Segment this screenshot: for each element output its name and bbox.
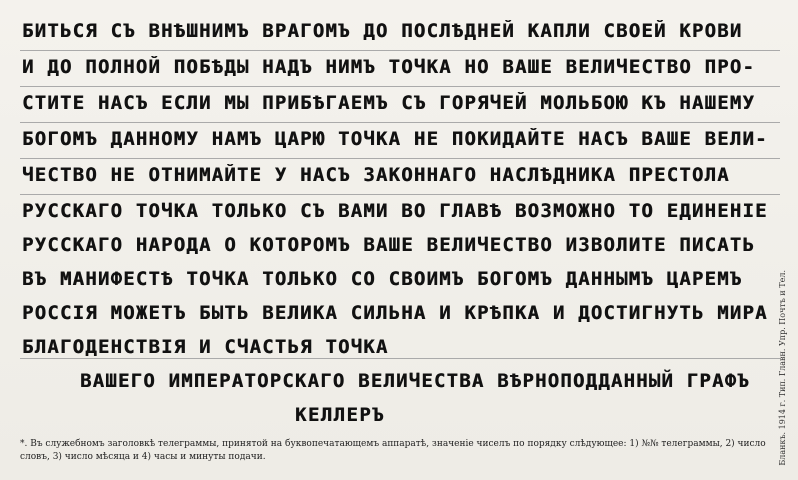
line-rule — [20, 358, 780, 359]
telegram-line: ВЪ МАНИФЕСТѢ ТОЧКА ТОЛЬКО СО СВОИМЪ БОГОМЪ ДАННЫМЪ ЦАРЕМЪ — [22, 268, 743, 290]
telegram-line: И ДО ПОЛНОЙ ПОБѢДЫ НАДЪ НИМЪ ТОЧКА НО ВАШЕ ВЕЛИЧЕСТВО ПРО- — [22, 56, 756, 78]
signer-name: КЕЛЛЕРЪ — [295, 404, 385, 426]
telegram-line: РУССКАГО НАРОДА О КОТОРОМЪ ВАШЕ ВЕЛИЧЕСТВО ИЗВОЛИТЕ ПИСАТЬ — [22, 234, 756, 256]
line-rule — [20, 158, 780, 159]
telegram-line: БИТЬСЯ СЪ ВНѢШНИМЪ ВРАГОМЪ ДО ПОСЛѢДНЕЙ КАПЛИ СВОЕЙ КРОВИ — [22, 20, 743, 42]
telegram-line: БОГОМЪ ДАННОМУ НАМЪ ЦАРЮ ТОЧКА НЕ ПОКИДАЙТЕ НАСЪ ВАШЕ ВЕЛИ- — [22, 128, 768, 150]
form-printer-note: Бланкъ. 1914 г. Тип. Главн. Упр. Почтъ и Тел. — [778, 270, 787, 466]
line-rule — [20, 122, 780, 123]
signature-line: ВАШЕГО ИМПЕРАТОРСКАГО ВЕЛИЧЕСТВА ВѢРНОПОДДАННЫЙ ГРАФЪ — [80, 370, 750, 392]
line-rule — [20, 86, 780, 87]
telegram-line: СТИТЕ НАСЪ ЕСЛИ МЫ ПРИБѢГАЕМЪ СЪ ГОРЯЧЕЙ МОЛЬБОЮ КЪ НАШЕМУ — [22, 92, 756, 114]
line-rule — [20, 194, 780, 195]
telegram-line: РУССКАГО ТОЧКА ТОЛЬКО СЪ ВАМИ ВО ГЛАВѢ ВОЗМОЖНО ТО ЕДИНЕНІЕ — [22, 200, 768, 222]
telegram-line: БЛАГОДЕНСТВІЯ И СЧАСТЬЯ ТОЧКА — [22, 336, 389, 358]
line-rule — [20, 50, 780, 51]
telegram-line: РОССІЯ МОЖЕТЪ БЫТЬ ВЕЛИКА СИЛЬНА И КРѢПКА И ДОСТИГНУТЬ МИРА — [22, 302, 768, 324]
footnote: *. Въ служебномъ заголовкѣ телеграммы, принятой на буквопечатающемъ аппаратѣ, значеніе чиселъ по порядку слѣдующее: 1) №№ телеграммы, 2) число словъ, 3) число мѣсяца и 4) часы и минуты подачи. — [20, 439, 766, 462]
telegram-line: ЧЕСТВО НЕ ОТНИМАЙТЕ У НАСЪ ЗАКОННАГО НАСЛѢДНИКА ПРЕСТОЛА — [22, 164, 730, 186]
